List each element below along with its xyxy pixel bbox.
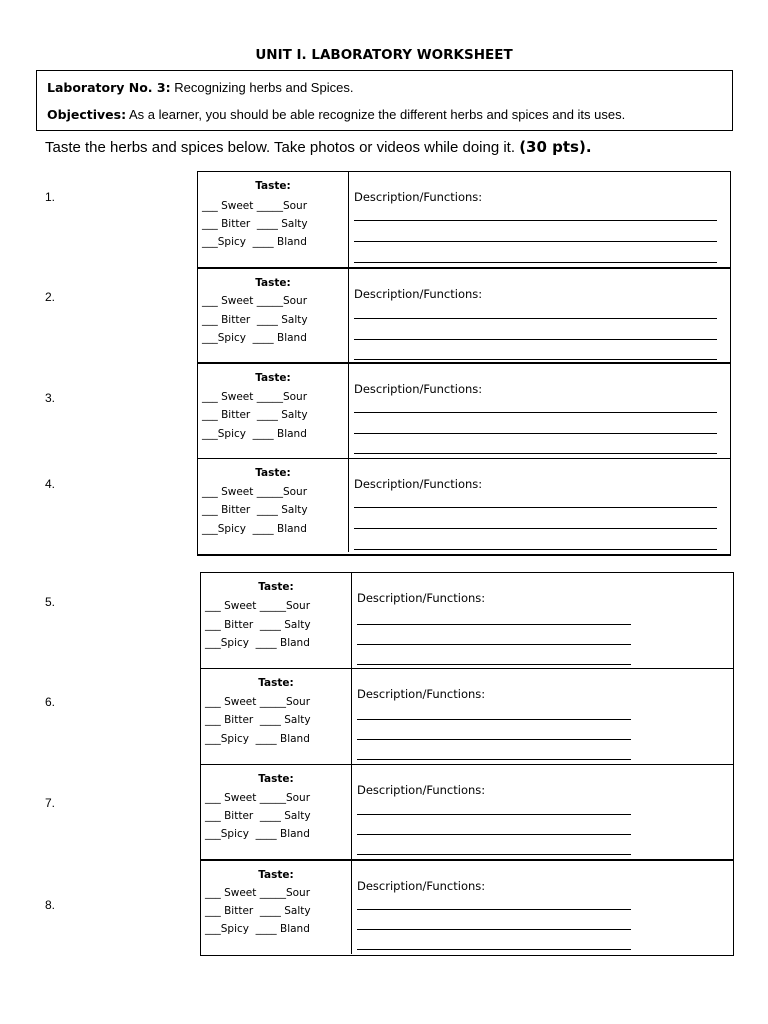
description-label: Description/Functions: (357, 687, 486, 701)
answer-line[interactable] (354, 433, 717, 434)
answer-line[interactable] (354, 339, 717, 340)
answer-line[interactable] (354, 507, 717, 508)
lab-info-box (36, 70, 733, 131)
answer-line[interactable] (357, 814, 631, 815)
taste-header: Taste: (258, 773, 294, 785)
answer-line[interactable] (354, 412, 717, 413)
answer-line[interactable] (357, 719, 631, 720)
description-label: Description/Functions: (354, 287, 483, 301)
item-number: 6. (45, 695, 56, 709)
answer-line[interactable] (357, 854, 631, 855)
description-label: Description/Functions: (357, 879, 486, 893)
answer-line[interactable] (354, 262, 717, 263)
answer-line[interactable] (354, 220, 717, 221)
answer-line[interactable] (354, 318, 717, 319)
table-row (198, 172, 730, 269)
lab-number-line (47, 80, 353, 95)
answer-line[interactable] (354, 453, 717, 454)
taste-cell (198, 269, 349, 362)
taste-options-sweet-sour[interactable]: ___ Sweet _____Sour (202, 391, 308, 403)
taste-options-spicy-bland[interactable]: ___Spicy ____ Bland (202, 428, 307, 440)
taste-table (200, 572, 734, 956)
taste-table (197, 171, 731, 556)
description-cell (352, 573, 733, 668)
taste-options-sweet-sour[interactable]: ___ Sweet _____Sour (202, 486, 308, 498)
taste-cell (201, 861, 352, 954)
description-cell (349, 269, 730, 362)
answer-line[interactable] (357, 834, 631, 835)
taste-cell (198, 459, 349, 552)
taste-options-bitter-salty[interactable]: ___ Bitter ____ Salty (205, 714, 311, 726)
instruction-points: (30 pts). (519, 138, 592, 156)
objectives-label: Objectives: (47, 107, 127, 122)
taste-header: Taste: (255, 180, 291, 192)
taste-options-bitter-salty[interactable]: ___ Bitter ____ Salty (205, 619, 311, 631)
taste-options-bitter-salty[interactable]: ___ Bitter ____ Salty (202, 504, 308, 516)
page-title: UNIT I. LABORATORY WORKSHEET (255, 47, 513, 63)
taste-cell (198, 172, 349, 267)
objectives-line (47, 107, 625, 122)
description-label: Description/Functions: (354, 477, 483, 491)
description-label: Description/Functions: (357, 783, 486, 797)
answer-line[interactable] (357, 949, 631, 950)
item-number: 4. (45, 477, 56, 491)
taste-options-spicy-bland[interactable]: ___Spicy ____ Bland (205, 828, 310, 840)
table-row (198, 269, 730, 364)
taste-options-spicy-bland[interactable]: ___Spicy ____ Bland (202, 332, 307, 344)
item-number: 7. (45, 796, 56, 810)
lab-number-text: Recognizing herbs and Spices. (170, 80, 354, 95)
taste-options-bitter-salty[interactable]: ___ Bitter ____ Salty (202, 409, 308, 421)
taste-cell (201, 669, 352, 764)
lab-number-label: Laboratory No. 3: (47, 80, 171, 95)
item-number: 8. (45, 898, 56, 912)
table-row (201, 861, 733, 954)
taste-header: Taste: (255, 277, 291, 289)
taste-options-bitter-salty[interactable]: ___ Bitter ____ Salty (205, 905, 311, 917)
instruction (45, 138, 592, 156)
answer-line[interactable] (357, 929, 631, 930)
taste-header: Taste: (258, 677, 294, 689)
taste-options-spicy-bland[interactable]: ___Spicy ____ Bland (202, 236, 307, 248)
item-number: 2. (45, 290, 56, 304)
taste-options-sweet-sour[interactable]: ___ Sweet _____Sour (205, 887, 311, 899)
taste-cell (198, 364, 349, 458)
description-cell (349, 364, 730, 458)
instruction-text: Taste the herbs and spices below. Take photos or videos while doing it. (45, 139, 520, 156)
answer-line[interactable] (357, 644, 631, 645)
answer-line[interactable] (357, 759, 631, 760)
answer-line[interactable] (354, 241, 717, 242)
description-label: Description/Functions: (354, 382, 483, 396)
taste-cell (201, 573, 352, 668)
taste-header: Taste: (255, 467, 291, 479)
taste-options-bitter-salty[interactable]: ___ Bitter ____ Salty (202, 218, 308, 230)
taste-options-spicy-bland[interactable]: ___Spicy ____ Bland (202, 523, 307, 535)
taste-options-sweet-sour[interactable]: ___ Sweet _____Sour (205, 696, 311, 708)
answer-line[interactable] (354, 528, 717, 529)
table-row (198, 459, 730, 552)
description-cell (352, 669, 733, 764)
answer-line[interactable] (354, 359, 717, 360)
description-cell (349, 172, 730, 267)
description-label: Description/Functions: (357, 591, 486, 605)
taste-options-sweet-sour[interactable]: ___ Sweet _____Sour (205, 792, 311, 804)
item-number: 3. (45, 391, 56, 405)
taste-options-bitter-salty[interactable]: ___ Bitter ____ Salty (205, 810, 311, 822)
table-row (201, 669, 733, 765)
taste-header: Taste: (258, 869, 294, 881)
table-row (201, 765, 733, 861)
table-row (198, 364, 730, 459)
taste-options-sweet-sour[interactable]: ___ Sweet _____Sour (202, 295, 308, 307)
description-label: Description/Functions: (354, 190, 483, 204)
taste-options-spicy-bland[interactable]: ___Spicy ____ Bland (205, 923, 310, 935)
taste-header: Taste: (255, 372, 291, 384)
answer-line[interactable] (357, 624, 631, 625)
description-cell (352, 861, 733, 954)
description-cell (352, 765, 733, 859)
taste-options-spicy-bland[interactable]: ___Spicy ____ Bland (205, 733, 310, 745)
description-cell (349, 459, 730, 552)
taste-options-bitter-salty[interactable]: ___ Bitter ____ Salty (202, 314, 308, 326)
answer-line[interactable] (357, 739, 631, 740)
item-number: 1. (45, 190, 56, 204)
answer-line[interactable] (354, 549, 717, 550)
answer-line[interactable] (357, 909, 631, 910)
taste-options-spicy-bland[interactable]: ___Spicy ____ Bland (205, 637, 310, 649)
answer-line[interactable] (357, 664, 631, 665)
taste-options-sweet-sour[interactable]: ___ Sweet _____Sour (205, 600, 311, 612)
objectives-text: As a learner, you should be able recognize the different herbs and spices and its uses. (126, 107, 626, 122)
table-row (201, 573, 733, 669)
item-number: 5. (45, 595, 56, 609)
taste-header: Taste: (258, 581, 294, 593)
taste-cell (201, 765, 352, 859)
taste-options-sweet-sour[interactable]: ___ Sweet _____Sour (202, 200, 308, 212)
